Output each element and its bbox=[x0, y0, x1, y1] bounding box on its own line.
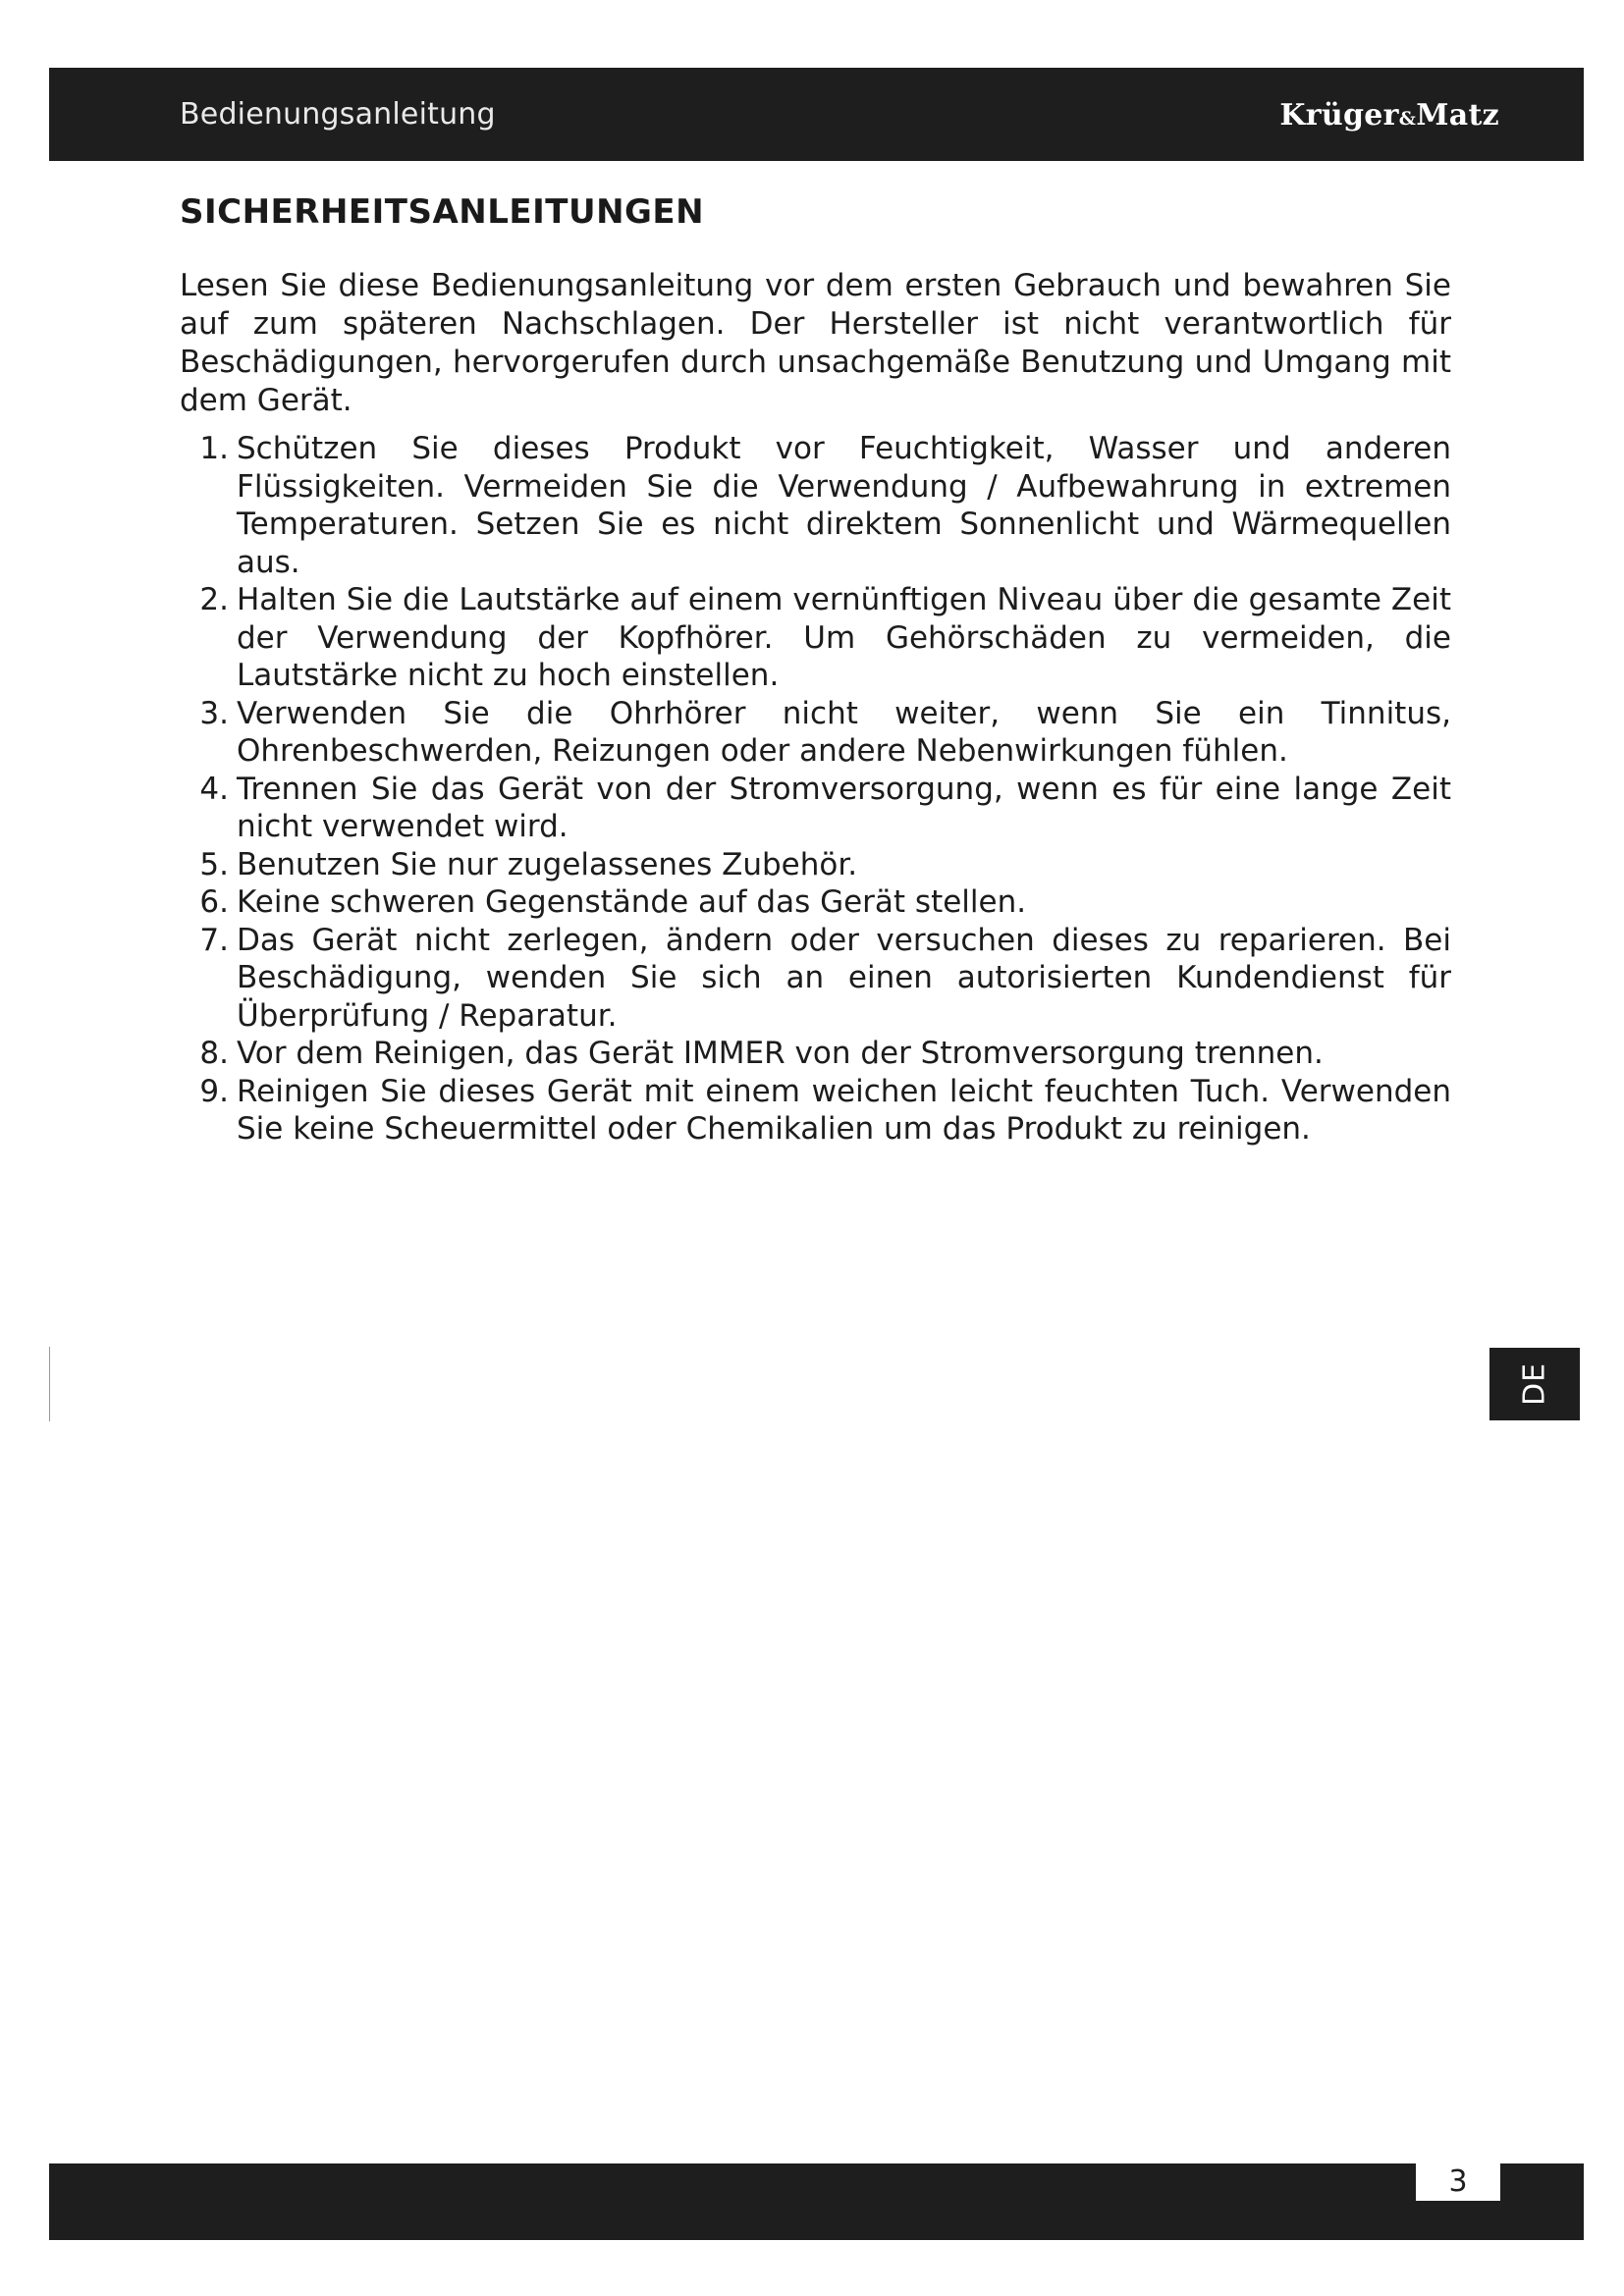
list-item-number: 8. bbox=[199, 1036, 229, 1071]
list-item-text: Verwenden Sie die Ohrhörer nicht weiter, wenn Sie ein Tinnitus, Ohrenbeschwerden, Reizungen oder andere Nebenwirkungen fühlen. bbox=[237, 695, 1451, 769]
list-item-text: Benutzen Sie nur zugelassenes Zubehör. bbox=[237, 846, 858, 882]
list-item bbox=[180, 581, 1451, 695]
list-item-number: 7. bbox=[199, 922, 229, 958]
brand-logo bbox=[1279, 98, 1499, 133]
brand-logo-end: Matz bbox=[1416, 98, 1499, 133]
list-item-text: Halten Sie die Lautstärke auf einem vernünftigen Niveau über die gesamte Zeit der Verwendung der Kopfhörer. Um Gehörschäden zu vermeiden, die Lautstärke nicht zu hoch einstellen. bbox=[237, 582, 1451, 693]
page-number: 3 bbox=[1416, 2163, 1500, 2201]
list-item-number: 4. bbox=[199, 771, 229, 807]
list-item-text: Vor dem Reinigen, das Gerät IMMER von der Stromversorgung trennen. bbox=[237, 1036, 1324, 1071]
intro-paragraph: Lesen Sie diese Bedienungsanleitung vor dem ersten Gebrauch und bewahren Sie auf zum späteren Nachschlagen. Der Hersteller ist nicht verantwortlich für Beschädigungen, hervorgerufen durch unsachgemäße Benutzung und Umgang mit dem Gerät. bbox=[180, 268, 1451, 418]
list-item bbox=[180, 846, 1451, 884]
list-item-number: 9. bbox=[199, 1073, 229, 1109]
list-item bbox=[180, 771, 1451, 846]
list-item-text: Das Gerät nicht zerlegen, ändern oder versuchen dieses zu reparieren. Bei Beschädigung, wenden Sie sich an einen autorisierten Kundendienst für Überprüfung / Reparatur. bbox=[237, 922, 1451, 1034]
language-tab-label: DE bbox=[1517, 1362, 1552, 1407]
list-item bbox=[180, 1073, 1451, 1148]
list-item-text: Trennen Sie das Gerät von der Stromversorgung, wenn es für eine lange Zeit nicht verwendet wird. bbox=[237, 771, 1451, 844]
list-item bbox=[180, 430, 1451, 581]
list-item bbox=[180, 922, 1451, 1036]
page-heading: SICHERHEITSANLEITUNGEN bbox=[180, 192, 705, 232]
footer-bar bbox=[49, 2163, 1584, 2240]
brand-logo-amp: & bbox=[1398, 108, 1417, 130]
list-item-text: Reinigen Sie dieses Gerät mit einem weichen leicht feuchten Tuch. Verwenden Sie keine Scheuermittel oder Chemikalien um das Produkt zu reinigen. bbox=[237, 1073, 1451, 1147]
content bbox=[180, 187, 1451, 1148]
list-item-number: 3. bbox=[199, 695, 229, 731]
margin-divider bbox=[49, 1347, 50, 1421]
list-item bbox=[180, 883, 1451, 922]
header-bar bbox=[49, 68, 1584, 161]
list-item-number: 2. bbox=[199, 582, 229, 617]
list-item bbox=[180, 1035, 1451, 1073]
language-tab bbox=[1489, 1348, 1580, 1420]
document-title: Bedienungsanleitung bbox=[180, 97, 496, 132]
safety-rules-list bbox=[180, 430, 1451, 1148]
list-item-text: Keine schweren Gegenstände auf das Gerät stellen. bbox=[237, 884, 1027, 920]
list-item-number: 6. bbox=[199, 884, 229, 920]
list-item-number: 5. bbox=[199, 846, 229, 882]
list-item bbox=[180, 695, 1451, 771]
list-item-number: 1. bbox=[199, 431, 229, 466]
list-item-text: Schützen Sie dieses Produkt vor Feuchtigkeit, Wasser und anderen Flüssigkeiten. Vermeiden Sie die Verwendung / Aufbewahrung in extremen Temperaturen. Setzen Sie es nicht direktem Sonnenlicht und Wärmequellen aus. bbox=[237, 431, 1451, 580]
brand-logo-main: Krüger bbox=[1279, 98, 1399, 133]
